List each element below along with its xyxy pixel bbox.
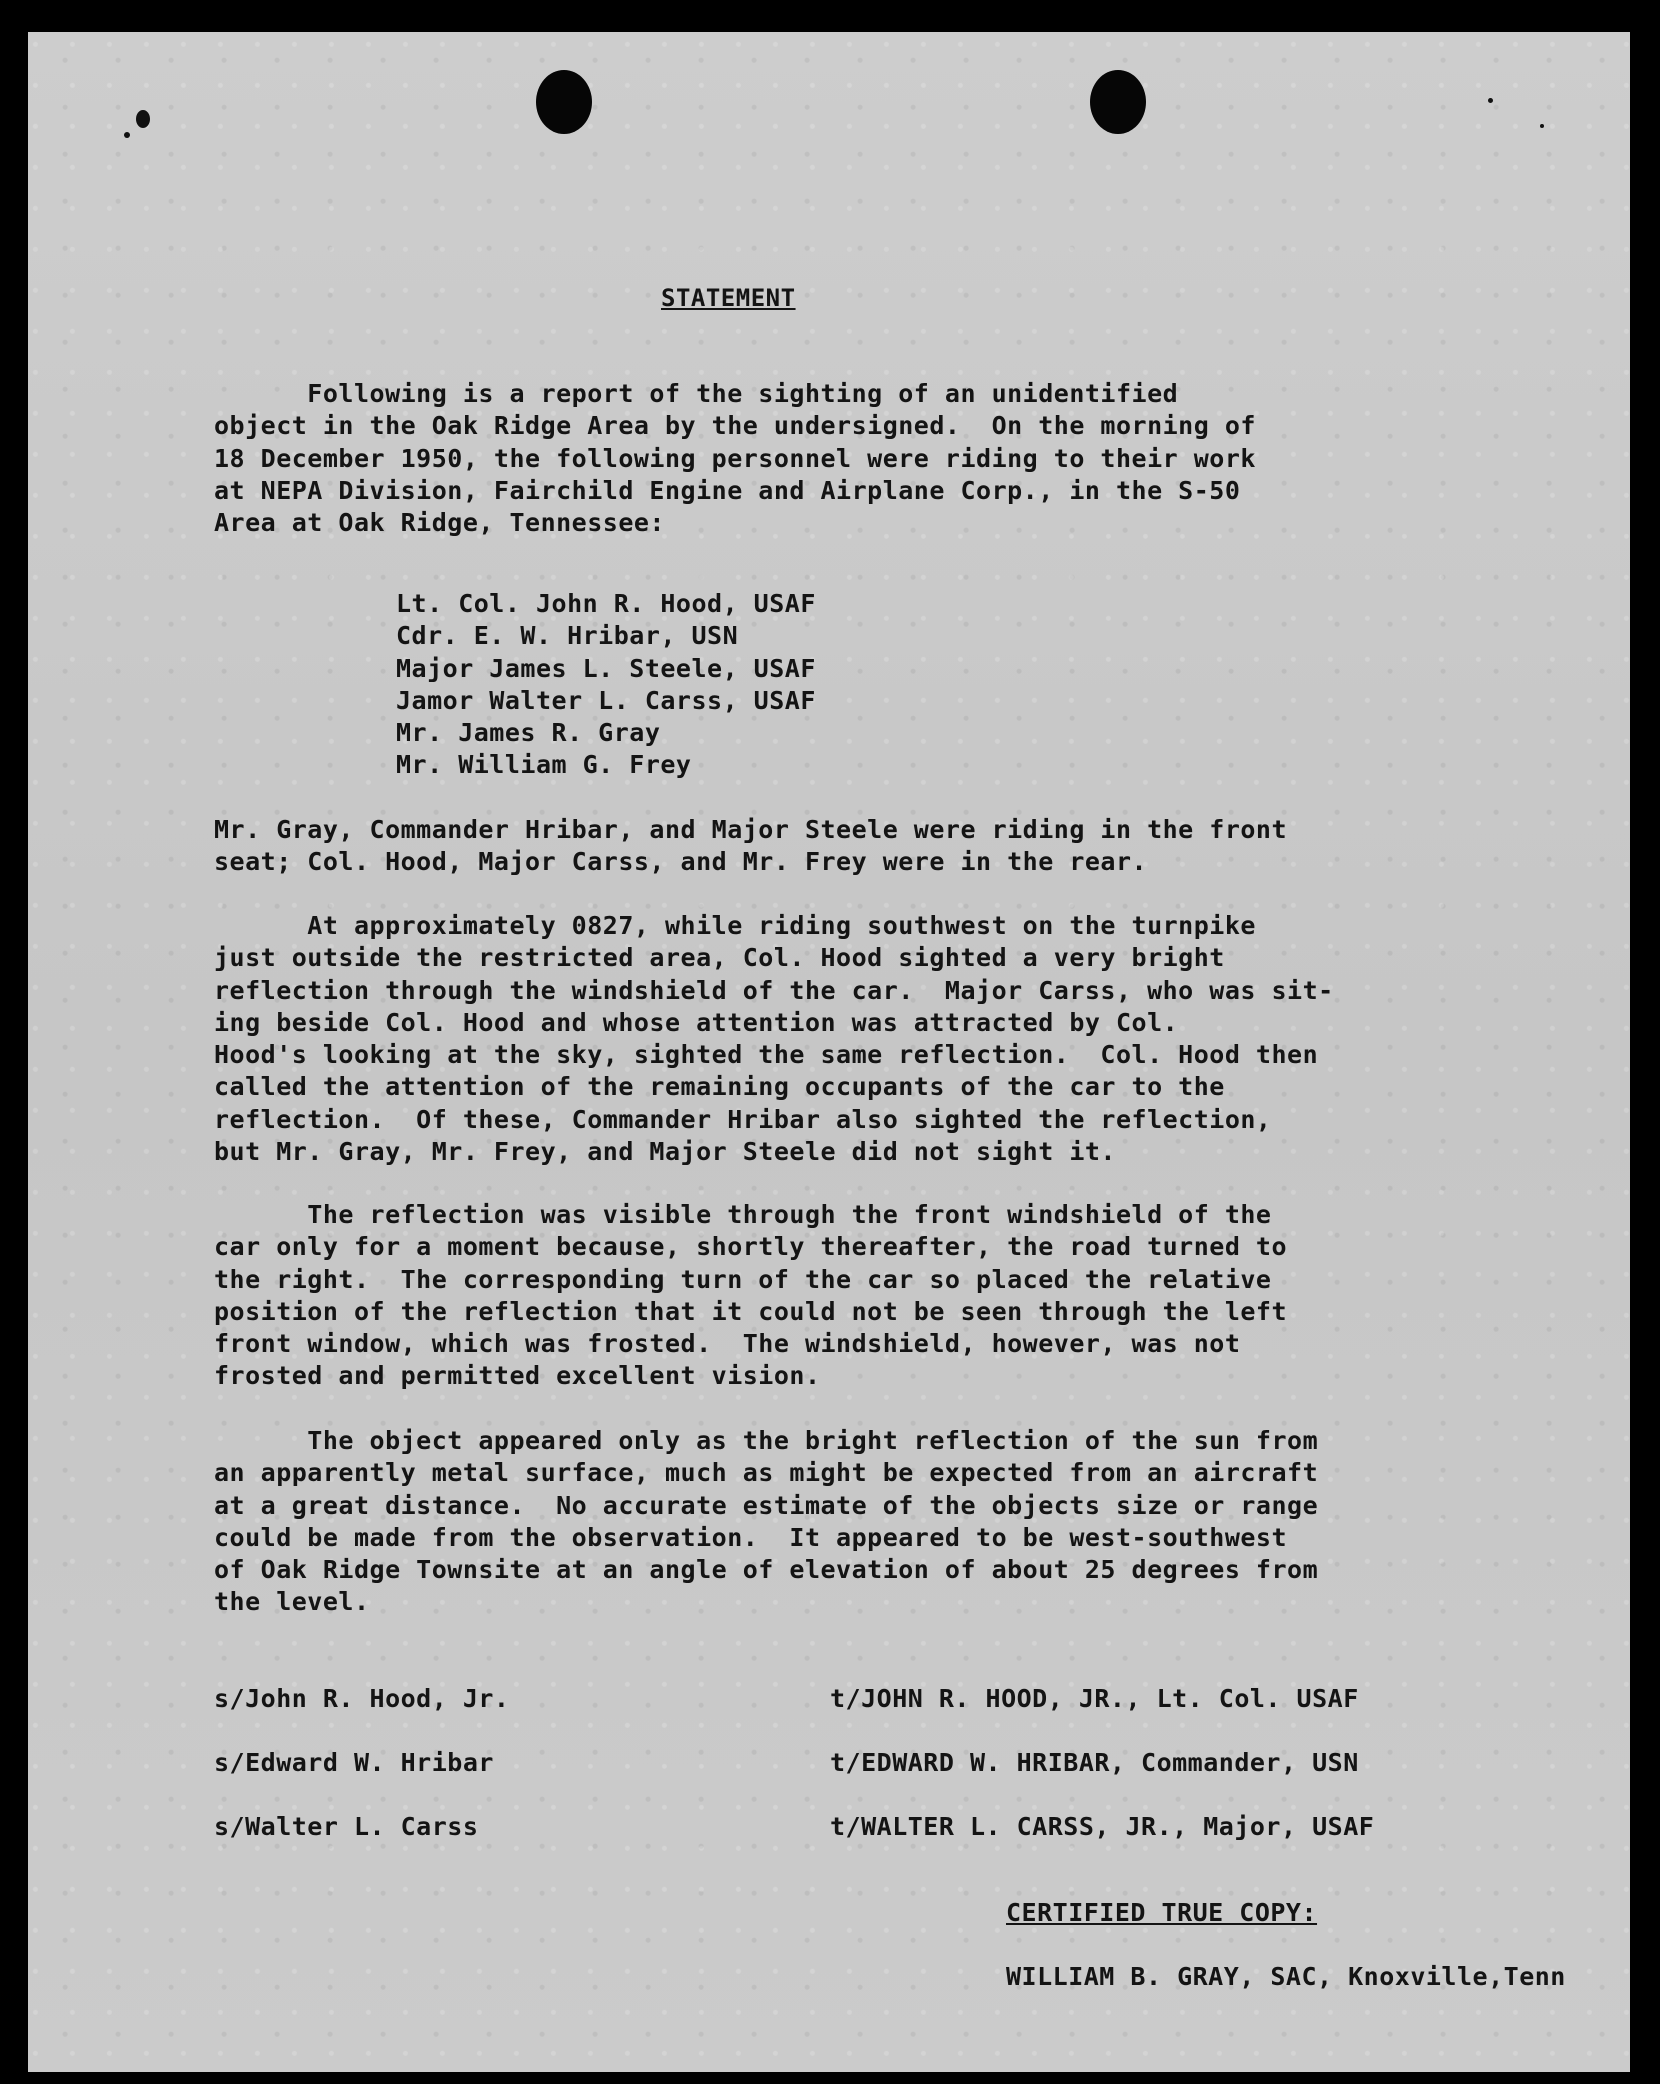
ink-speck: [136, 110, 150, 128]
signature-typed: t/EDWARD W. HRIBAR, Commander, USN: [830, 1748, 1359, 1777]
ink-speck: [1540, 124, 1544, 128]
signature-signed: s/Walter L. Carss: [214, 1812, 479, 1841]
ink-speck: [124, 132, 130, 138]
intro-paragraph: Following is a report of the sighting of an unidentified object in the Oak Ridge Area by the undersigned. On the morning of 18 December 1950, the following personnel were riding to their work at NEPA Division, Fairchild Engine and Airplane Corp., in the S-50 Area at Oak Ridge, Tennessee:: [214, 379, 1256, 538]
punch-hole: [536, 70, 592, 134]
object-paragraph: The object appeared only as the bright reflection of the sun from an apparently metal surface, much as might be expected from an aircraft at a great distance. No accurate estimate of the objects size or range could be made from the observation. It appeared to be west-southwest of Oak Ridge Townsite at an angle of elevation of about 25 degrees from the level.: [214, 1426, 1319, 1617]
personnel-list: Lt. Col. John R. Hood, USAF Cdr. E. W. Hribar, USN Major James L. Steele, USAF Jamor Walter L. Carss, USAF Mr. James R. Gray Mr. William G. Frey: [396, 589, 816, 780]
reflection-paragraph: The reflection was visible through the front windshield of the car only for a moment because, shortly thereafter, the road turned to the right. The corresponding turn of the car so placed the relative position of the reflection that it could not be seen through the left front window, which was frosted. The windshield, however, was not frosted and permitted excellent vision.: [214, 1200, 1288, 1391]
document-page: [28, 32, 1630, 2072]
punch-hole: [1090, 70, 1146, 134]
signature-typed: t/JOHN R. HOOD, JR., Lt. Col. USAF: [830, 1684, 1359, 1713]
sighting-paragraph: At approximately 0827, while riding southwest on the turnpike just outside the restricted area, Col. Hood sighted a very bright reflection through the windshield of the car. Major Carss, who was sit- ing beside Col. Hood and whose attention was attracted by Col. Hood's looking at the sky, sighted the same reflection. Col. Hood then called the attention of the remaining occupants of the car to the reflection. Of these, Commander Hribar also sighted the reflection, but Mr. Gray, Mr. Frey, and Major Steele did not sight it.: [214, 911, 1334, 1167]
signature-signed: s/Edward W. Hribar: [214, 1748, 494, 1777]
ink-speck: [1488, 98, 1493, 103]
seating-paragraph: Mr. Gray, Commander Hribar, and Major Steele were riding in the front seat; Col. Hood, Major Carss, and Mr. Frey were in the rear.: [214, 815, 1288, 877]
certification-label: CERTIFIED TRUE COPY:: [1006, 1898, 1318, 1927]
signature-signed: s/John R. Hood, Jr.: [214, 1684, 510, 1713]
signature-typed: t/WALTER L. CARSS, JR., Major, USAF: [830, 1812, 1375, 1841]
page-title: STATEMENT: [661, 284, 796, 312]
certifier-name: WILLIAM B. GRAY, SAC, Knoxville,Tenn: [1006, 1962, 1566, 1991]
